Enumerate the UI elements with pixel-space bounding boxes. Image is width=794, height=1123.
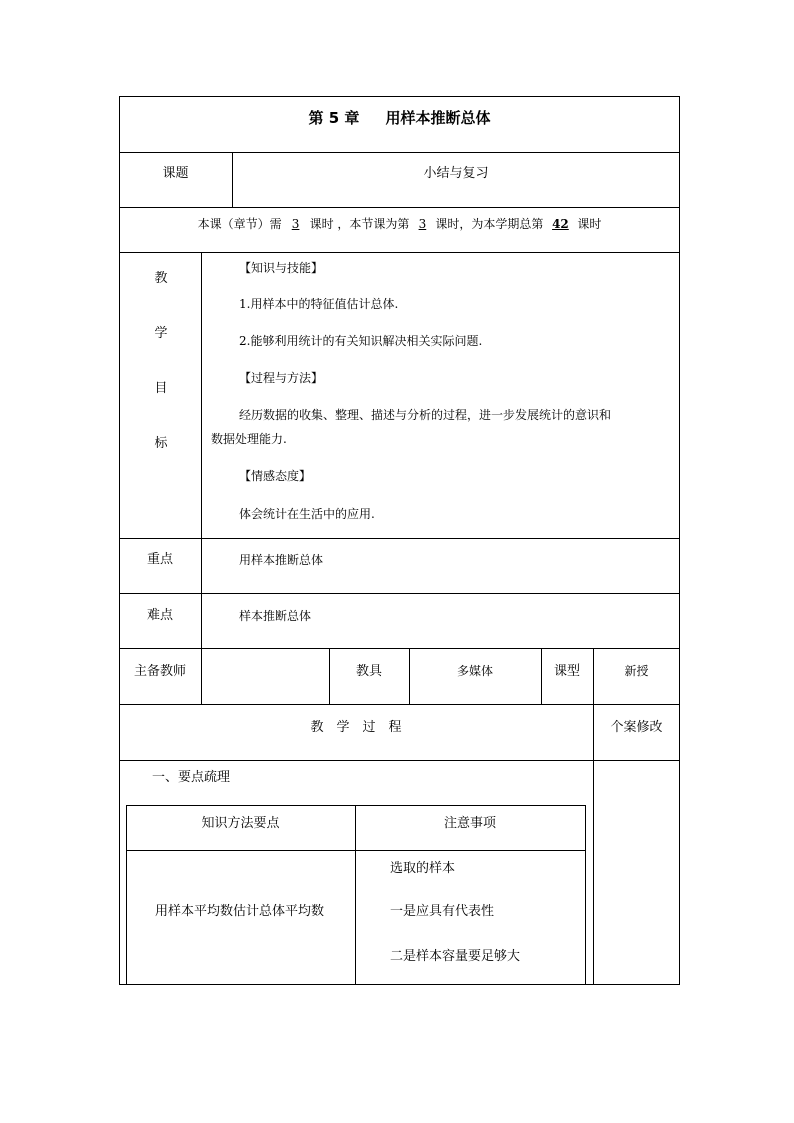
- objectives-label-char: 教: [154, 271, 168, 286]
- hours-text: 课时，为本学期总第: [435, 217, 544, 231]
- objectives-label-char: 学: [154, 326, 168, 341]
- knowledge-item-1: 1.用样本中的特征值估计总体.: [239, 297, 399, 311]
- row-divider: [119, 704, 680, 705]
- objectives-label-char: 目: [154, 381, 168, 396]
- lesson-label: 课题: [162, 166, 189, 181]
- inner-table-border: [126, 805, 127, 985]
- difficulty-value: 样本推断总体: [239, 609, 312, 623]
- inner-table-note: 一是应具有代表性: [390, 904, 495, 919]
- chapter-title: [119, 110, 680, 126]
- hours-total: 42: [552, 217, 569, 231]
- inner-table-cell: 用样本平均数估计总体平均数: [155, 904, 325, 919]
- lesson-value: 小结与复习: [423, 166, 489, 181]
- process-text-line: 数据处理能力.: [211, 432, 287, 446]
- type-value: 新授: [624, 664, 649, 678]
- section-title: 一、要点疏理: [152, 770, 231, 785]
- hours-needed: 3: [291, 217, 300, 231]
- emotion-text: 体会统计在生活中的应用.: [239, 507, 375, 521]
- hours-text: 本课（章节）需: [197, 217, 282, 231]
- row-divider: [119, 152, 680, 153]
- difficulty-label: 难点: [146, 608, 173, 623]
- column-divider: [201, 648, 202, 704]
- chapter-name: 用样本推断总体: [385, 109, 491, 127]
- column-divider: [593, 704, 594, 985]
- row-divider: [119, 207, 680, 208]
- row-divider: [119, 593, 680, 594]
- inner-table-header: 知识方法要点: [201, 816, 280, 831]
- teaching-process-heading: 教 学 过 程: [310, 720, 402, 735]
- inner-table-note: 二是样本容量要足够大: [390, 949, 521, 964]
- inner-table-header: 注意事项: [443, 816, 496, 831]
- emotion-heading: 【情感态度】: [239, 469, 312, 483]
- hours-current: 3: [418, 217, 427, 231]
- case-revision-label: 个案修改: [610, 720, 663, 735]
- row-divider: [119, 760, 680, 761]
- key-point-value: 用样本推断总体: [239, 553, 324, 567]
- inner-table-note: 选取的样本: [390, 861, 456, 876]
- objectives-label-char: 标: [154, 436, 168, 451]
- key-point-label: 重点: [146, 552, 173, 567]
- hours-text: 课时 ，本节课为第: [309, 217, 410, 231]
- teacher-label: 主备教师: [133, 664, 186, 679]
- knowledge-heading: 【知识与技能】: [239, 261, 324, 275]
- hours-text: 课时: [577, 217, 602, 231]
- inner-table-border: [585, 805, 586, 985]
- tools-label: 教具: [355, 664, 382, 679]
- inner-table-border: [355, 805, 356, 985]
- row-divider: [119, 648, 680, 649]
- knowledge-item-2: 2.能够利用统计的有关知识解决相关实际问题.: [239, 334, 483, 348]
- process-text-line: 经历数据的收集、整理、描述与分析的过程，进一步发展统计的意识和: [239, 408, 612, 422]
- type-label: 课型: [553, 664, 580, 679]
- tools-value: 多媒体: [456, 664, 493, 678]
- row-divider: [119, 252, 680, 253]
- column-divider: [201, 252, 202, 648]
- chapter-number: 第 5 章: [308, 109, 360, 127]
- row-divider: [119, 538, 680, 539]
- process-heading: 【过程与方法】: [239, 371, 324, 385]
- hours-statement: [119, 216, 680, 232]
